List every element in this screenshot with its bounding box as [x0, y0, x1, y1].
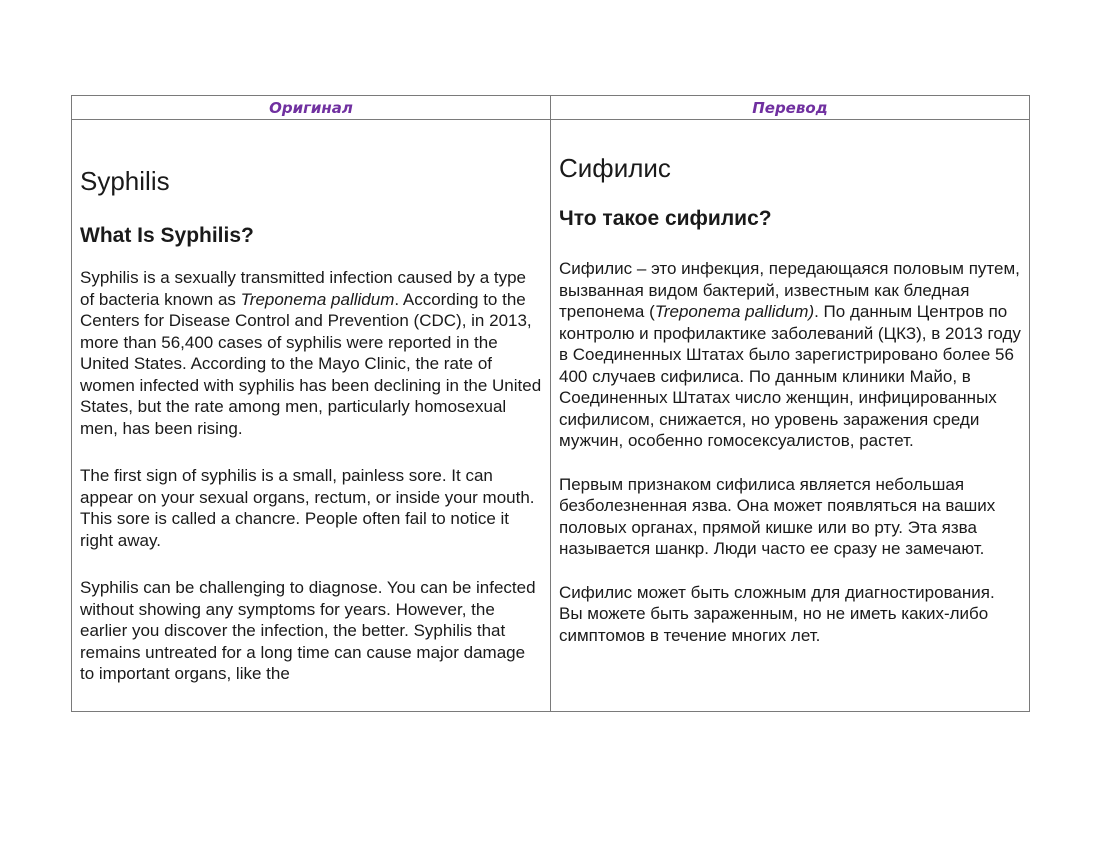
translation-paragraph-1-text-b: . По данным Центров по контролю и профилактике заболеваний (ЦКЗ), в 2013 году в Соединенных Штатах было зарегистрировано более 56 400 случаев сифилиса. По данным клиники Майо, в Соединенных Штатах число женщин, инфицированных сифилисом, снижается, но уровень заражения среди мужчин, особенно гомосексуалистов, растет. — [559, 302, 1021, 450]
original-title: Syphilis — [80, 166, 170, 196]
column-header-translation-label: Перевод — [752, 98, 828, 117]
original-paragraph-1-text-b: . According to the Centers for Disease Control and Prevention (CDC), in 2013, more than 56,400 cases of syphilis were reported in the United States. According to the Mayo Clinic, the rate of women infected with syphilis has been declining in the United States, but the rate among men, particularly homosexual men, has been rising. — [80, 289, 542, 438]
original-subtitle: What Is Syphilis? — [80, 224, 254, 247]
original-paragraph-1 — [80, 267, 542, 439]
translation-subtitle: Что такое сифилис? — [559, 207, 772, 230]
column-header-original-label: Оригинал — [269, 98, 353, 117]
column-header-original — [72, 96, 551, 120]
original-paragraph-1-text-a: Syphilis is a sexually transmitted infection caused by a type of bacteria known as — [80, 268, 527, 309]
original-paragraph-3: Syphilis can be challenging to diagnose. You can be infected without showing any symptoms for years. However, the earlier you discover the infection, the better. Syphilis that remains untreated for a long time can cause major damage to important organs, like the — [80, 578, 536, 683]
original-paragraph-2: The first sign of syphilis is a small, painless sore. It can appear on your sexual organs, rectum, or inside your mouth. This sore is called a chancre. People often fail to notice it right away. — [80, 466, 535, 550]
translation-paragraph-1 — [559, 258, 1021, 452]
original-text-cell — [72, 120, 551, 711]
translation-table — [71, 95, 1030, 712]
translation-paragraph-1-text-a: Сифилис – это инфекция, передающаяся половым путем, вызванная видом бактерий, известным как бледная трепонема ( — [559, 259, 1020, 321]
translation-paragraph-2: Первым признаком сифилиса является небольшая безболезненная язва. Она может появляться на ваших половых органах, прямой кишке или во рту. Эта язва называется шанкр. Люди часто ее сразу не замечают. — [559, 474, 996, 558]
translation-text-cell — [551, 120, 1029, 711]
translation-paragraph-1-italic: Treponema pallidum) — [654, 302, 815, 321]
translation-paragraph-3: Сифилис может быть сложным для диагностирования. Вы можете быть зараженным, но не иметь каких-либо симптомов в течение многих лет. — [559, 582, 995, 645]
column-header-translation — [551, 96, 1029, 120]
original-paragraph-1-italic: Treponema pallidum — [240, 289, 395, 309]
translation-title: Сифилис — [559, 153, 671, 183]
